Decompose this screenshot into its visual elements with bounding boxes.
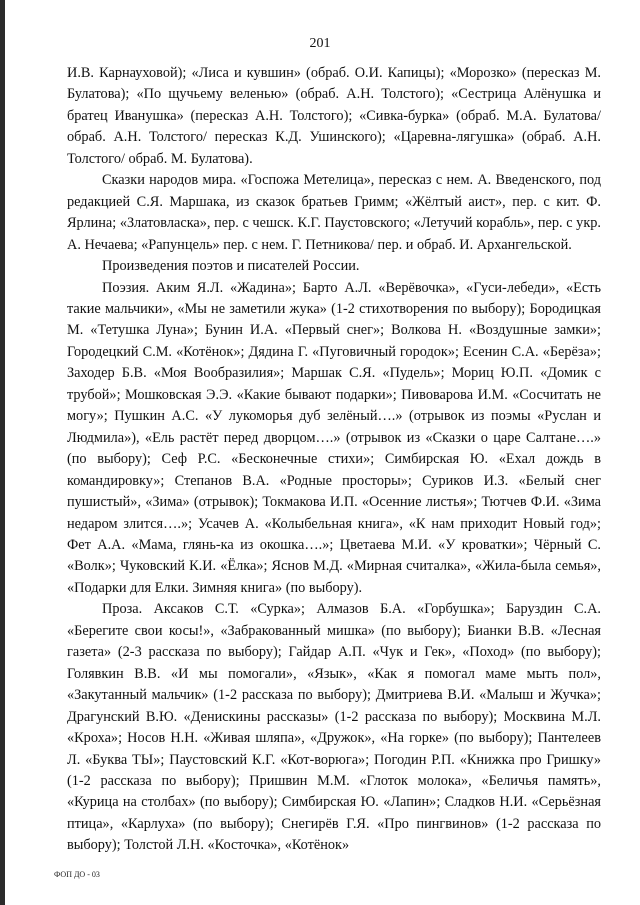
paragraph-continuation: И.В. Карнауховой); «Лиса и кувшин» (обраб. О.И. Капицы); «Морозко» (пересказ М. Булатова); «По щучьему веленью» (обраб. А.Н. Толстого); «Сестрица Алёнушка и братец Иванушка» (пересказ А.Н. Толстого); «Сивка-бурка» (обраб. М.А. Булатова/ обраб. А.Н. Толстого/ пересказ К.Д. Ушинского); «Царевна-лягушка» (обраб. А.Н. Толстого/ обраб. М. Булатова). <box>67 65 601 167</box>
page-number: 201 <box>309 36 331 51</box>
paragraph-russian-authors: Произведения поэтов и писателей России. <box>102 258 360 275</box>
paragraph-poetry: Поэзия. Аким Я.Л. «Жадина»; Барто А.Л. «Верёвочка», «Гуси-лебеди», «Есть такие мальчики», «Мы не заметили жука» (1-2 стихотворения по выбору); Бородицкая М. «Тетушка Луна»; Бунин И.А. «Первый снег»; Волкова Н. «Воздушные замки»; Городецкий С.М. «Котёнок»; Дядина Г. «Пуговичный городок»; Есенин С.А. «Берёза»; Заходер Б.В. «Моя Вообразилия»; Маршак С.Я. «Пудель»; Мориц Ю.П. «Домик с трубой»; Мошковская Э.Э. «Какие бывают подарки»; Пивоварова И.М. «Сосчитать не могу»; Пушкин А.С. «У лукоморья дуб зелёный….» (отрывок из поэмы «Руслан и Людмила»), «Ель растёт перед дворцом….» (отрывок из «Сказки о царе Салтане….» (по выбору); Сеф Р.С. «Бесконечные стихи»; Симбирская Ю. «Ехал дождь в командировку»; Степанов В.А. «Родные просторы»; Суриков И.З. «Белый снег пушистый», «Зима» (отрывок); Токмакова И.П. «Осенние листья»; Тютчев Ф.И. «Зима недаром злится….»; Усачев А. «Колыбельная книга», «К нам приходит Новый год»; Фет А.А. «Мама, глянь-ка из окошка….»; Цветаева М.И. «У кроватки»; Чёрный С. «Волк»; Чуковский К.И. «Ёлка»; Яснов М.Д. «Мирная считалка», «Жила-была семья», «Подарки для Елки. Зимняя книга» (по выбору). <box>67 279 601 596</box>
paragraph-prose: Проза. Аксаков С.Т. «Сурка»; Алмазов Б.А. «Горбушка»; Баруздин С.А. «Берегите свои косы!», «Забракованный мишка» (по выбору); Бианки В.В. «Лесная газета» (2-3 рассказа по выбору); Гайдар А.П. «Чук и Гек», «Поход» (по выбору); Голявкин В.В. «И мы помогали», «Язык», «Как я помогал маме мыть пол», «Закутанный мальчик» (1-2 рассказа по выбору); Дмитриева В.И. «Малыш и Жучка»; Драгунский В.Ю. «Денискины рассказы» (1-2 рассказа по выбору); Москвина М.Л. «Кроха»; Носов Н.Н. «Живая шляпа», «Дружок», «На горке» (по выбору); Пантелеев Л. «Буква ТЫ»; Паустовский К.Г. «Кот-ворюга»; Погодин Р.П. «Книжка про Гришку» (1-2 рассказа по выбору); Пришвин М.М. «Глоток молока», «Беличья память», «Курица на столбах» (по выбору); Симбирская Ю. «Лапин»; Сладков Н.И. «Серьёзная птица», «Карлуха» (по выбору); Снегирёв Г.Я. «Про пингвинов» (1-2 рассказа по выбору); Толстой Л.Н. «Косточка», «Котёнок» <box>67 601 601 854</box>
scan-edge <box>0 0 5 905</box>
body-text <box>67 63 601 857</box>
footer-code: ФОП ДО - 03 <box>54 870 100 879</box>
paragraph-world-tales: Сказки народов мира. «Госпожа Метелица», пересказ с нем. А. Введенского, под редакцией С.Я. Маршака, из сказок братьев Гримм; «Жёлтый аист», пер. с кит. Ф. Ярлина; «Златовласка», пер. с чешск. К.Г. Паустовского; «Летучий корабль», пер. с укр. А. Нечаева; «Рапунцель» пер. с нем. Г. Петникова/ пер. и обраб. И. Архангельской. <box>67 172 601 253</box>
